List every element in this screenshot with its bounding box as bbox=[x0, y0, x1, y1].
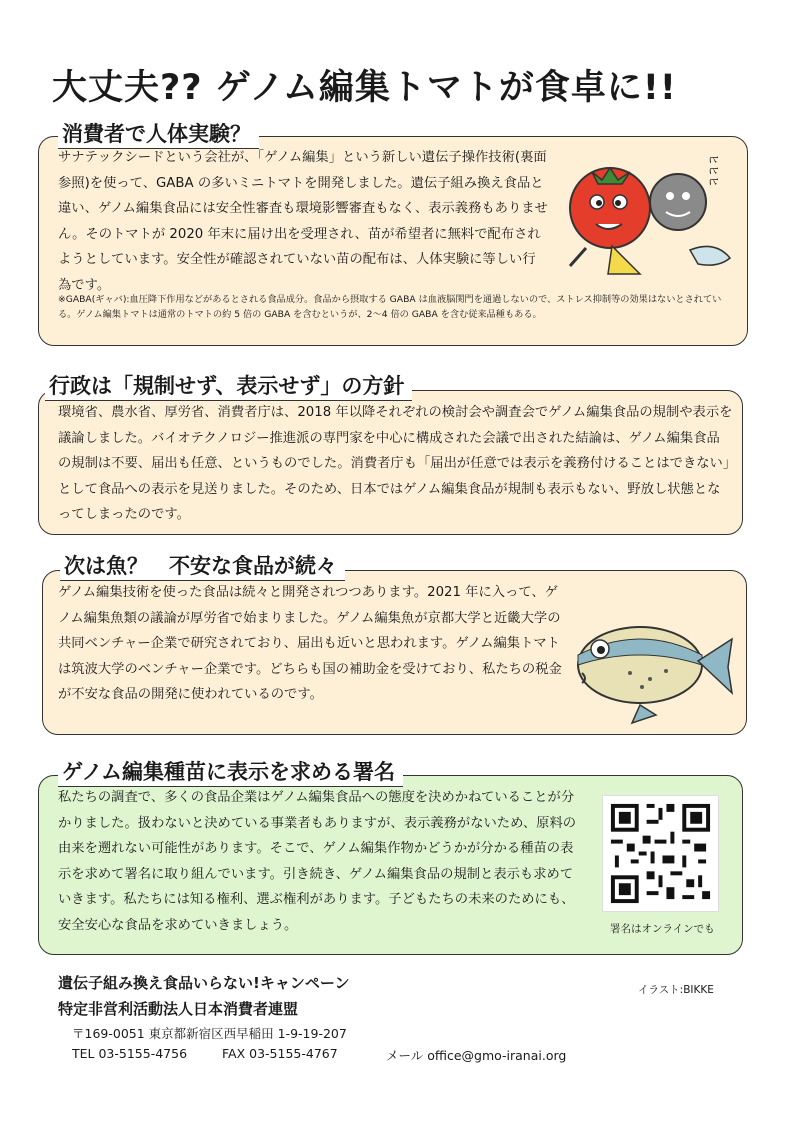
petition-qr-code[interactable] bbox=[602, 795, 719, 912]
section-heading: ゲノム編集種苗に表示を求める署名 bbox=[58, 758, 403, 787]
fax: FAX 03-5155-4767 bbox=[222, 1046, 338, 1061]
section-body: 環境省、農水省、厚労省、消費者庁は、2018 年以降それぞれの検討会や調査会でゲノム編集食品の規制や表示を議論しました。バイオテクノロジー推進派の専門家を中心に構成された会議で出された結論は、ゲノム編集食品の規制は不要、届出も任意、というものでした。消費者庁も「届出が任意では表示を義務付けることはできない」として食品への表示を見送りました。そのため、日本ではゲノム編集食品が規制も表示もない、野放し状態となってしまったのです。 bbox=[58, 405, 733, 523]
illustration-credit: イラスト:BIKKE bbox=[638, 984, 714, 996]
section-body: サナテックシードという会社が、「ゲノム編集」という新しい遺伝子操作技術(裏面参照)を使って、GABA の多いミニトマトを開発しました。遺伝子組み換え食品と違い、ゲノム編集食品には安全性審査も環境影響審査もなく、表示義務もありません。そのトマトが 2020 年末に届け出を受理され、苗が希望者に無料で配布されようとしています。安全性が確認されていない苗の配布は、人体実験に等しい行為です。 bbox=[58, 150, 548, 293]
dust-cloud-icon bbox=[690, 246, 730, 265]
section-heading: 行政は「規制せず、表示せず」の方針 bbox=[45, 372, 412, 401]
email-link[interactable]: メール office@gmo-iranai.org bbox=[386, 1048, 567, 1063]
section-heading: 次は魚？ 不安な食品が続々 bbox=[60, 552, 345, 581]
organization-name: 特定非営利活動法人日本消費者連盟 bbox=[58, 1000, 299, 1018]
campaign-name: 遺伝子組み換え食品いらない!キャンペーン bbox=[58, 974, 350, 992]
ghost-tomato-icon bbox=[650, 174, 706, 230]
address: 〒169-0051 東京都新宿区西早稲田 1-9-19-207 bbox=[72, 1026, 347, 1041]
section-body: 私たちの調査で、多くの食品企業はゲノム編集食品への態度を決めかねていることが分かりました。扱わないと決めている事業者もありますが、表示義務がないため、原料の由来を遡れない可能性があります。そこで、ゲノム編集作物かどうかが分かる種苗の表示を求めて署名に取り組んでいます。引き続き、ゲノム編集食品の規制と表示も求めていきます。私たちには知る権利、選ぶ権利があります。子どもたちの未来のためにも、安全安心な食品を求めていきましょう。 bbox=[58, 790, 577, 933]
qr-code-icon bbox=[603, 796, 718, 911]
tomato-illustration bbox=[550, 140, 750, 290]
pufferfish-icon bbox=[578, 627, 732, 723]
section-heading: 消費者で人体実験？ bbox=[58, 120, 259, 149]
tel: TEL 03-5155-4756 bbox=[72, 1046, 188, 1061]
tomato-icon bbox=[570, 168, 650, 274]
qr-caption: 署名はオンラインでも bbox=[610, 923, 715, 935]
section-body-full: ゲノム編集技術を使った食品は続々と開発されつつあります。2021 年に入って、ゲノム編集魚類の議論が厚労省で始まりました。ゲノム編集魚が京都大学と近畿大学の共同ベンチャー企業で研究されており、届出も近いと思われます。ゲノム編集トマトは筑波大学のベンチャー企業です。どちらも国の補助金を受けており、私たちの税金が不安な食品の開発に使われているのです。 bbox=[58, 585, 562, 703]
tomato-sfx-text: ヒヒヒ bbox=[707, 154, 720, 187]
footnote: ※GABA(ギャバ):血圧降下作用などがあるとされる食品成分。食品から摂取する GABA は血液脳関門を通過しないので、ストレス抑制等の効果はないとされている。ゲノム編集トマトは通常のトマトの約 5 倍の GABA を含むというが、2～4 倍の GABA を含む従来品種もある。 bbox=[58, 294, 722, 320]
page-title: 大丈夫?? ゲノム編集トマトが食卓に!! bbox=[52, 68, 677, 108]
pufferfish-illustration bbox=[570, 615, 740, 725]
